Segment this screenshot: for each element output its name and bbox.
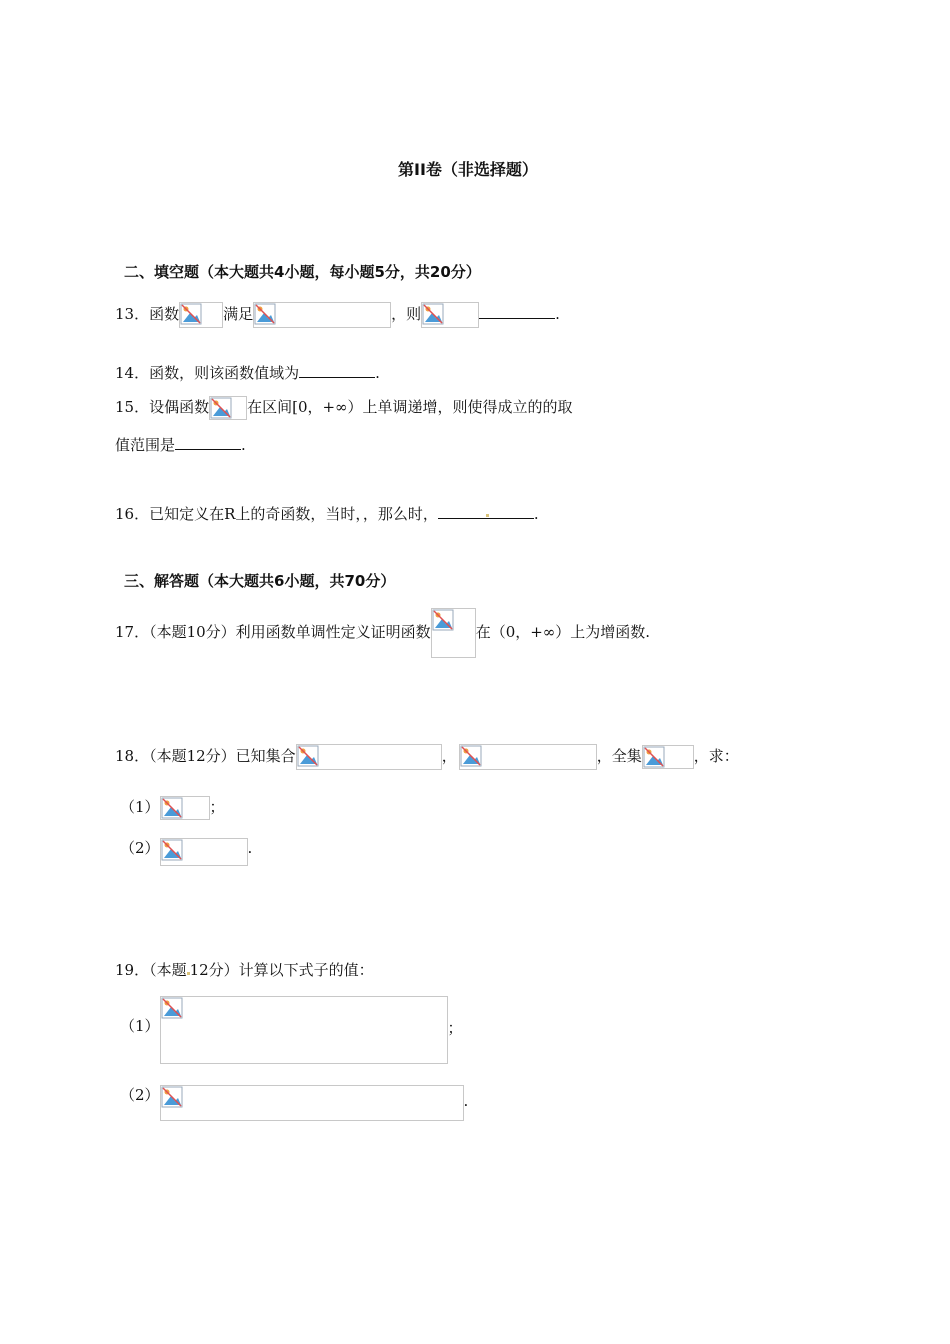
- answer-blank[interactable]: [299, 361, 375, 378]
- part-label: （2）: [120, 1086, 160, 1104]
- answer-blank[interactable]: [438, 502, 534, 519]
- broken-image-icon: [254, 303, 276, 325]
- question-16: [115, 502, 539, 524]
- question-text: 15．设偶函数: [115, 398, 210, 416]
- formula-image: [160, 1085, 464, 1121]
- formula-image: [296, 744, 442, 770]
- broken-image-icon: [161, 997, 183, 1019]
- semicolon: ；: [447, 1019, 463, 1037]
- question-text: ，求：: [693, 747, 739, 765]
- broken-image-icon: [297, 745, 319, 767]
- part-label: （2）: [120, 839, 160, 857]
- formula-image: [421, 302, 479, 328]
- question-19-part-1: [120, 996, 463, 1064]
- answer-blank[interactable]: [175, 433, 241, 450]
- part-label: （1）: [120, 1017, 160, 1035]
- question-text: 在（0，+∞）上为增函数.: [475, 623, 651, 641]
- question-13: [115, 302, 560, 328]
- period: .: [555, 305, 560, 323]
- period: .: [375, 364, 380, 382]
- section-heading-answer: 三、解答题（本大题共6小题，共70分）: [124, 572, 396, 590]
- question-text: 在区间[0，+∞）上单调递增，则使得成立的的取: [247, 398, 573, 416]
- formula-image: [160, 996, 448, 1064]
- question-15-line-2: [115, 433, 246, 455]
- question-14: [115, 361, 380, 383]
- question-text: 满足: [223, 305, 254, 323]
- question-text: 值范围是: [115, 436, 176, 454]
- question-text: 14．函数，则该函数值域为: [115, 364, 300, 382]
- formula-image: [253, 302, 391, 328]
- formula-image: [431, 608, 476, 658]
- broken-image-icon: [432, 609, 454, 631]
- broken-image-icon: [460, 745, 482, 767]
- broken-image-icon: [422, 303, 444, 325]
- broken-image-icon: [643, 746, 665, 768]
- question-17: [115, 608, 650, 658]
- question-19-part-2: [120, 1085, 468, 1121]
- formula-image: [209, 396, 247, 420]
- formula-image: [179, 302, 223, 328]
- stray-dot: [486, 514, 489, 517]
- question-text: 函数: [149, 305, 180, 323]
- broken-image-icon: [161, 1086, 183, 1108]
- broken-image-icon: [161, 839, 183, 861]
- page-title: 第II卷（非选择题）: [398, 160, 538, 179]
- question-15: [115, 396, 573, 420]
- formula-image: [459, 744, 597, 770]
- part-label: （1）: [120, 798, 160, 816]
- broken-image-icon: [180, 303, 202, 325]
- period: .: [241, 436, 246, 454]
- question-18-part-2: [120, 838, 252, 866]
- comma: ，: [441, 747, 457, 765]
- period: .: [463, 1092, 469, 1110]
- broken-image-icon: [161, 797, 183, 819]
- period: .: [533, 505, 539, 523]
- formula-image: [642, 745, 694, 769]
- question-text: 16．已知定义在R上的奇函数，当时，，那么时，: [115, 505, 438, 523]
- question-text: 12分）计算以下式子的值：: [189, 961, 374, 979]
- question-text: ，则: [391, 305, 422, 323]
- period: .: [247, 839, 253, 857]
- question-18: [115, 744, 739, 770]
- question-19: [115, 960, 374, 980]
- question-text: 18．（本题12分）已知集合: [115, 747, 296, 765]
- question-number: 13．: [115, 305, 150, 323]
- semicolon: ；: [209, 798, 225, 816]
- formula-image: [160, 796, 210, 820]
- answer-blank[interactable]: [479, 302, 555, 319]
- broken-image-icon: [210, 397, 232, 419]
- question-text: 17．（本题10分）利用函数单调性定义证明函数: [115, 623, 431, 641]
- formula-image: [160, 838, 248, 866]
- question-text: ，全集: [596, 747, 642, 765]
- question-text: 19．（本题: [115, 961, 187, 979]
- section-heading-fill-in: 二、填空题（本大题共4小题，每小题5分，共20分）: [124, 263, 481, 281]
- question-18-part-1: [120, 796, 225, 820]
